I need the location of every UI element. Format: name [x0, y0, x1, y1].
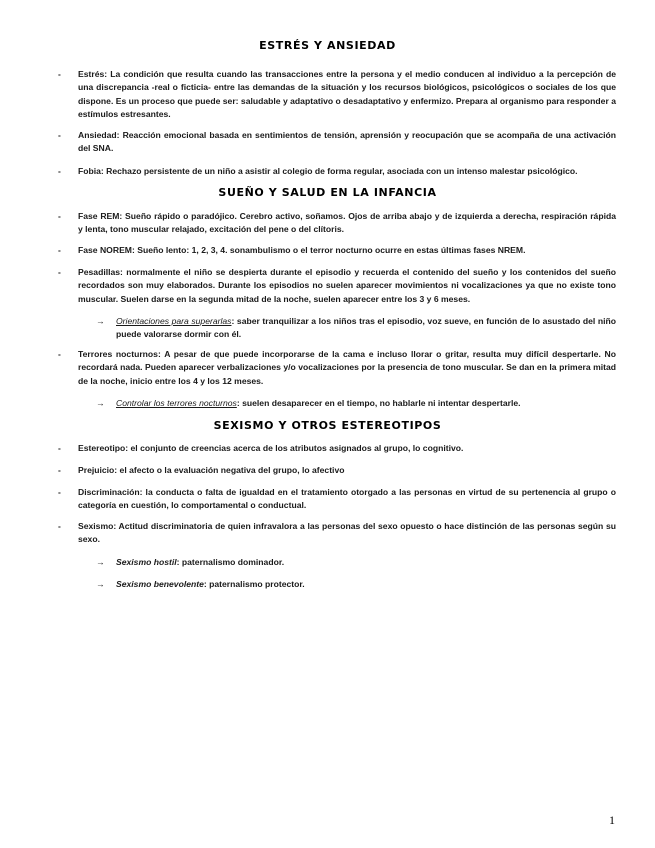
item-text: Discriminación: la conducta o falta de igualdad en el tratamiento otorgado a las personas en virtud de su pertenencia al grupo o categoría en cuestión, lo comportamental o conductual. [78, 487, 616, 511]
bullet-dash: - [58, 130, 61, 140]
bullet-dash: - [58, 521, 61, 531]
item-text: Fobia: Rechazo persistente de un niño a asistir al colegio de forma regular, asociada con un intenso malestar psicológico. [78, 166, 578, 176]
list-item-prejuicio [58, 464, 616, 477]
sub-item-label: Orientaciones para superarlas [116, 316, 232, 326]
sub-item-orientaciones [96, 315, 616, 342]
sub-item-body: : suelen desaparecer en el tiempo, no hablarle ni intentar despertarle. [236, 398, 521, 408]
sub-item-label: Sexismo benevolente [116, 579, 204, 589]
arrow-icon: → [96, 316, 105, 326]
bullet-dash: - [58, 166, 61, 176]
sub-item-body: : paternalismo protector. [203, 579, 305, 589]
page-number: 1 [609, 813, 615, 827]
list-item-ansiedad [58, 129, 616, 156]
arrow-icon: → [96, 579, 105, 589]
bullet-dash: - [58, 211, 61, 221]
bullet-dash: - [58, 465, 61, 475]
arrow-icon: → [96, 557, 105, 567]
item-text: Fase REM: Sueño rápido o paradójico. Cerebro activo, soñamos. Ojos de arriba abajo y de izquierda a derecha, respiración rápida y lenta, tono muscular relajado, excitación del pene o del clítoris. [78, 211, 616, 235]
item-text: Prejuicio: el afecto o la evaluación negativa del grupo, lo afectivo [78, 465, 345, 475]
sub-item-label: Sexismo hostil [116, 557, 177, 567]
list-item-fase-rem [58, 210, 616, 237]
section-title-sexismo: SEXISMO Y OTROS ESTEREOTIPOS [213, 419, 442, 432]
item-text: Ansiedad: Reacción emocional basada en sentimientos de tensión, aprensión y reocupación que se acompaña de una activación del SNA. [78, 130, 616, 154]
item-text: Terrores nocturnos: A pesar de que puede incorporarse de la cama e incluso llorar o gritar, resulta muy difícil despertarle. No recordará nada. Pueden aparecer verbalizaciones y/o vocalizaciones por la presencia de tono muscular. Se dan en la primera mitad de la noche, inicio entre los 4 y los 12 meses. [78, 349, 616, 386]
sub-item-text [116, 556, 616, 569]
sub-item-sexismo-benevolente [96, 578, 616, 591]
bullet-dash: - [58, 267, 61, 277]
list-item-sexismo [58, 520, 616, 547]
bullet-dash: - [58, 443, 61, 453]
list-item-estres [58, 68, 616, 122]
item-text: Sexismo: Actitud discriminatoria de quien infravalora a las personas del sexo opuesto o hace distinción de las personas según su sexo. [78, 521, 616, 545]
sub-item-text [116, 315, 616, 342]
list-item-discriminacion [58, 486, 616, 513]
bullet-dash: - [58, 487, 61, 497]
item-text: Estrés: La condición que resulta cuando las transacciones entre la persona y el medio conducen al individuo a la percepción de una discrepancia -real o ficticia- entre las demandas de la situación y los recursos biológicos, psicológicos o sociales de los que dispone. Es un proceso que puede ser: saludable y adaptativo o desadaptativo y enfermizo. Prepara al organismo para responder a estímulos estresantes. [78, 69, 616, 120]
sub-item-text [116, 397, 616, 410]
section-title-estres: ESTRÉS Y ANSIEDAD [259, 39, 396, 52]
sub-item-sexismo-hostil [96, 556, 616, 569]
sub-item-text [116, 578, 616, 591]
sub-item-controlar [96, 397, 616, 410]
section-title-sueno: SUEÑO Y SALUD EN LA INFANCIA [218, 186, 437, 199]
list-item-estereotipo [58, 442, 616, 455]
sub-item-body: : paternalismo dominador. [176, 557, 285, 567]
list-item-terrores-nocturnos [58, 348, 616, 388]
bullet-dash: - [58, 69, 61, 79]
sub-item-body: : saber tranquilizar a los niños tras el episodio, voz sueve, en función de lo asustado del niño puede valorarse dormir con él. [116, 316, 617, 340]
item-text: Pesadillas: normalmente el niño se despierta durante el episodio y recuerda el contenido del sueño y los contenidos del sueño recordados son muy elaborados. Durante los episodios no suelen aparecer movimientos ni vocalizaciones ya que no existe tono muscular. Suelen darse en la segunda mitad de la noche, suelen aparecer entre los 3 y 6 meses. [78, 267, 616, 304]
list-item-fase-norem [58, 244, 616, 257]
item-text: Estereotipo: el conjunto de creencias acerca de los atributos asignados al grupo, lo cognitivo. [78, 443, 464, 453]
list-item-pesadillas [58, 266, 616, 306]
item-text: Fase NOREM: Sueño lento: 1, 2, 3, 4. sonambulismo o el terror nocturno ocurre en estas últimas fases NREM. [78, 245, 526, 255]
arrow-icon: → [96, 398, 105, 408]
sub-item-label: Controlar los terrores nocturnos [116, 398, 237, 408]
bullet-dash: - [58, 349, 61, 359]
list-item-fobia [58, 165, 616, 178]
bullet-dash: - [58, 245, 61, 255]
